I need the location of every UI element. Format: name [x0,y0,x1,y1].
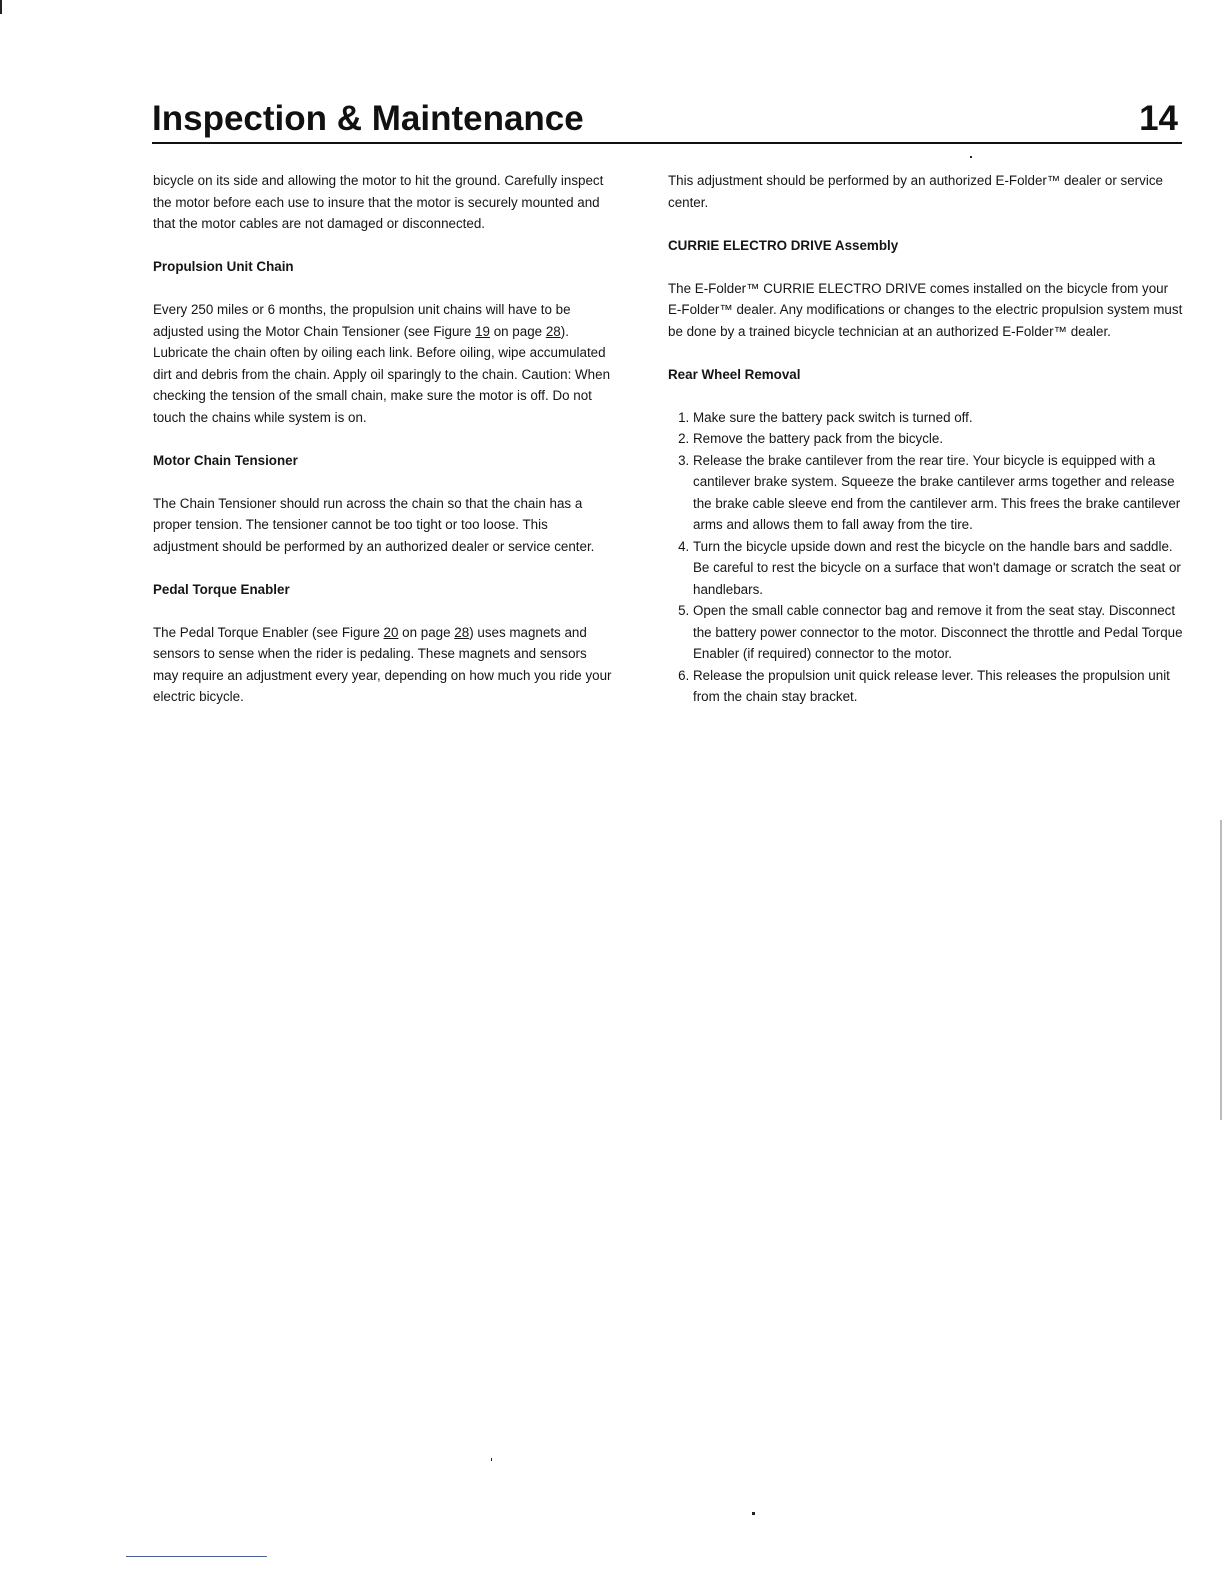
section-heading-motor-chain-tensioner: Motor Chain Tensioner [153,452,298,468]
list-item: 6. Release the propulsion unit quick release lever. This releases the propulsion unit from the chain stay bracket. [693,665,1183,708]
figure-reference: 19 [475,323,490,339]
scan-speck [970,156,972,158]
list-item: 1. Make sure the battery pack switch is turned off. [693,407,1183,429]
page-title: Inspection & Maintenance [152,99,584,138]
tensioner-paragraph: The Chain Tensioner should run across the chain so that the chain has a proper tension. The tensioner cannot be too tight or too loose. This adjustment should be performed by an authorized dealer or service center. [153,495,595,554]
page-number: 14 [1139,99,1178,138]
scan-speck [491,1458,492,1461]
section-heading-pedal-torque-enabler: Pedal Torque Enabler [153,581,290,597]
scan-edge-mark [1220,820,1222,1120]
adjustment-paragraph: This adjustment should be performed by an authorized E-Folder™ dealer or service center. [668,173,1163,210]
page-reference: 28 [454,624,470,640]
section-heading-currie-electro-drive: CURRIE ELECTRO DRIVE Assembly [668,237,899,253]
scan-edge-mark [0,0,2,14]
section-heading-propulsion-chain: Propulsion Unit Chain [153,259,294,274]
right-column [668,170,1183,708]
list-item: 4. Turn the bicycle upside down and rest the bicycle on the handle bars and saddle. Be careful to rest the bicycle on a surface that won't damage or scratch the seat or handlebars. [693,536,1183,601]
propulsion-chain-paragraph: Every 250 miles or 6 months, the propulsion unit chains will have to be adjusted using the Motor Chain Tensioner (see Figure 19 on page 28). Lubricate the chain often by oiling each link. Before oiling, wipe accumulated dirt and debris from the chain. Apply oil sparingly to the chain. Caution: When checking the tension of the small chain, make sure the motor is off. Do not touch the chains while system is on. [153,302,611,425]
page-reference: 28 [545,323,561,339]
list-item: 5. Open the small cable connector bag and remove it from the seat stay. Disconnect the battery power connector to the motor. Disconnect the throttle and Pedal Torque Enabler (if required) connector to the motor. [693,600,1183,665]
currie-paragraph: The E-Folder™ CURRIE ELECTRO DRIVE comes installed on the bicycle from your E-Folder™ dealer. Any modifications or changes to the electric propulsion system must be done by a trained bicycle technician at an authorized E-Folder™ dealer. [668,280,1183,339]
footer-rule [126,1556,267,1557]
page-header [152,98,1182,144]
list-item: 2. Remove the battery pack from the bicycle. [693,428,1183,450]
intro-paragraph: bicycle on its side and allowing the motor to hit the ground. Carefully inspect the motor before each use to insure that the motor is securely mounted and that the motor cables are not damaged or disconnected. [153,173,604,231]
list-item: 3. Release the brake cantilever from the rear tire. Your bicycle is equipped with a cantilever brake system. Squeeze the brake cantilever arms together and release the brake cable sleeve end from the cantilever arm. This frees the brake cantilever arms and allows them to fall away from the tire. [693,450,1183,536]
figure-reference: 20 [383,624,399,640]
left-column [153,170,615,729]
rear-wheel-removal-steps [668,407,1183,708]
pedal-torque-paragraph: The Pedal Torque Enabler (see Figure 20 on page 28) uses magnets and sensors to sense when the rider is pedaling. These magnets and sensors may require an adjustment every year, depending on how much you ride your electric bicycle. [153,624,612,704]
section-heading-rear-wheel-removal: Rear Wheel Removal [668,366,801,382]
scan-speck [752,1512,755,1515]
